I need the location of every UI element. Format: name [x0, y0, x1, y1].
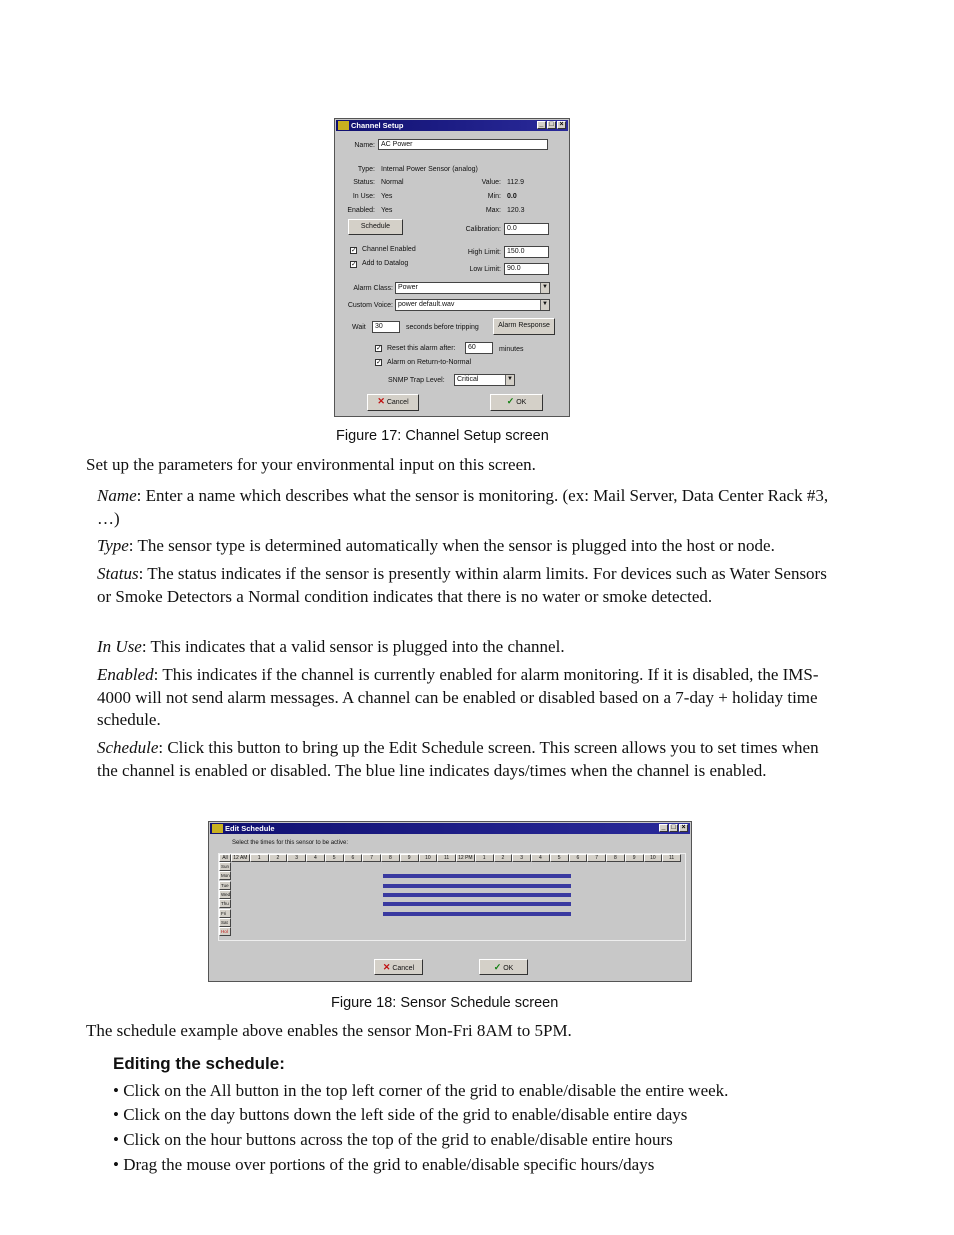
schedule-ok-button[interactable] — [479, 959, 528, 975]
hour-button[interactable]: 4 — [306, 854, 325, 862]
schedule-grid[interactable] — [218, 853, 686, 941]
hour-button[interactable]: 6 — [344, 854, 363, 862]
definition-text: : This indicates that a valid sensor is plugged into the channel. — [141, 637, 565, 656]
editing-heading: Editing the schedule: — [113, 1054, 285, 1073]
hour-button[interactable]: 8 — [381, 854, 400, 862]
reset-alarm-label: Reset this alarm after: — [387, 345, 456, 352]
value-label: Value: — [481, 179, 501, 186]
chevron-down-icon[interactable]: ▼ — [540, 300, 549, 310]
bullet-item: • Click on the day buttons down the left side of the grid to enable/disable entire days — [113, 1105, 688, 1124]
edit-schedule-window — [208, 821, 692, 982]
max-value: 120.3 — [507, 207, 525, 214]
channel-enabled-label: Channel Enabled — [362, 246, 416, 253]
hour-button[interactable]: 10 — [644, 854, 663, 862]
day-button[interactable]: Tue — [219, 881, 231, 890]
bullet-item: • Click on the hour buttons across the top of the grid to enable/disable entire hours — [113, 1130, 673, 1149]
bullet-item: • Drag the mouse over portions of the grid to enable/disable specific hours/days — [113, 1155, 655, 1174]
reset-alarm-checkbox[interactable]: ✓ — [376, 345, 382, 352]
definition-term: Schedule — [97, 738, 159, 757]
custom-voice-select[interactable] — [395, 299, 550, 311]
hour-button[interactable]: 2 — [494, 854, 513, 862]
reset-suffix: minutes — [499, 346, 524, 353]
type-label: Type: — [357, 166, 375, 173]
schedule-line[interactable] — [383, 902, 571, 906]
hour-button[interactable]: 12 PM — [456, 854, 475, 862]
snmp-select[interactable] — [454, 374, 515, 386]
hour-button[interactable]: 7 — [362, 854, 381, 862]
custom-voice-value: power default.wav — [398, 301, 455, 308]
hour-button[interactable]: 4 — [531, 854, 550, 862]
channel-setup-titlebar — [336, 120, 568, 131]
wait-field[interactable]: 30 — [372, 321, 400, 333]
schedule-line[interactable] — [383, 874, 571, 878]
schedule-instruction: Select the times for this sensor to be active: — [232, 840, 349, 846]
cancel-label: Cancel — [392, 965, 415, 972]
in-use-value: Yes — [381, 193, 393, 200]
day-button[interactable]: Sun — [221, 864, 230, 869]
status-label: Status: — [353, 179, 375, 186]
snmp-value: Critical — [457, 376, 479, 383]
bullet-item: • Click on the All button in the top left corner of the grid to enable/disable the entire week. — [113, 1081, 729, 1100]
value-value: 112.9 — [507, 179, 524, 186]
name-label: Name: — [354, 142, 375, 149]
wait-label: Wait — [352, 324, 366, 331]
ok-label: OK — [516, 399, 527, 406]
alarm-class-value: Power — [398, 284, 418, 291]
calibration-label: Calibration: — [465, 226, 501, 233]
hour-button[interactable]: 8 — [606, 854, 625, 862]
hour-button[interactable]: 2 — [269, 854, 288, 862]
definition-text: : This indicates if the channel is currently enabled for alarm monitoring. If it is disabled, the IMS-4000 will not send alarm messages. A channel can be enabled or disabled based on a 7-day + holiday time schedule. — [97, 665, 819, 729]
low-limit-label: Low Limit: — [469, 266, 501, 273]
ok-button[interactable] — [490, 394, 543, 411]
day-button[interactable]: Fri — [219, 909, 231, 918]
alarm-class-label: Alarm Class: — [353, 285, 393, 292]
schedule-line[interactable] — [383, 884, 571, 888]
high-limit-field[interactable]: 150.0 — [504, 246, 549, 258]
max-label: Max: — [485, 207, 501, 214]
definition-text: : The status indicates if the sensor is presently within alarm limits. For devices such as Water Sensors or Smoke Detectors a Normal condition indicates that there is no water or smoke detected. — [97, 564, 827, 606]
hour-button[interactable]: 10 — [419, 854, 438, 862]
maximize-icon[interactable]: □ — [547, 121, 556, 129]
definition-text: : The sensor type is determined automatically when the sensor is plugged into the host or node. — [128, 536, 775, 555]
add-to-datalog-label: Add to Datalog — [362, 260, 409, 267]
figure-18-caption: Figure 18: Sensor Schedule screen — [331, 995, 559, 1011]
close-icon[interactable]: × — [557, 121, 566, 129]
definition-term: Enabled — [97, 665, 154, 684]
figure-17-caption: Figure 17: Channel Setup screen — [336, 428, 549, 444]
high-limit-label: High Limit: — [467, 249, 501, 256]
schedule-line[interactable] — [383, 912, 571, 916]
cancel-icon: ✕ — [382, 962, 391, 972]
min-value: 0.0 — [507, 193, 517, 200]
hour-button[interactable]: 11 — [662, 854, 681, 862]
day-button[interactable]: Wed — [221, 891, 231, 897]
alarm-return-label: Alarm on Return-to-Normal — [387, 359, 472, 366]
definition-name — [97, 485, 837, 530]
definition-type — [97, 535, 857, 558]
hour-button[interactable]: 5 — [550, 854, 569, 862]
cancel-icon: ✕ — [377, 396, 385, 406]
day-button[interactable]: Thu — [219, 899, 231, 908]
wait-suffix: seconds before tripping — [406, 324, 479, 331]
day-button[interactable]: Sat — [219, 918, 231, 927]
add-to-datalog-checkbox[interactable]: ✓ — [351, 261, 357, 268]
day-button[interactable]: Mon — [221, 873, 230, 879]
definition-term: Status — [97, 564, 139, 583]
schedule-line[interactable] — [383, 893, 571, 897]
channel-setup-window — [334, 118, 570, 417]
ok-label: OK — [503, 965, 514, 972]
alarm-response-button[interactable]: Alarm Response — [493, 318, 555, 335]
status-value: Normal — [381, 179, 404, 186]
enabled-value: Yes — [381, 207, 393, 214]
hour-button[interactable]: 5 — [325, 854, 344, 862]
check-icon: ✓ — [506, 396, 515, 406]
definition-term: Name — [97, 486, 137, 505]
check-icon: ✓ — [493, 962, 502, 972]
hour-button[interactable]: 6 — [569, 854, 588, 862]
chevron-down-icon[interactable]: ▼ — [540, 283, 549, 293]
maximize-icon[interactable]: □ — [669, 824, 678, 832]
schedule-cancel-button[interactable] — [374, 959, 423, 975]
snmp-label: SNMP Trap Level: — [388, 377, 445, 384]
app-icon — [212, 824, 223, 833]
hour-button[interactable]: 11 — [437, 854, 456, 862]
min-label: Min: — [487, 193, 501, 200]
schedule-button[interactable]: Schedule — [348, 219, 403, 235]
all-button[interactable]: All — [219, 854, 231, 862]
close-icon[interactable]: × — [679, 824, 688, 832]
minimize-icon[interactable]: _ — [537, 121, 546, 129]
calibration-field[interactable]: 0.0 — [504, 223, 549, 235]
schedule-note: The schedule example above enables the sensor Mon-Fri 8AM to 5PM. — [86, 1021, 572, 1040]
alarm-return-checkbox[interactable]: ✓ — [376, 359, 382, 366]
hour-button[interactable]: 7 — [587, 854, 606, 862]
reset-minutes-field[interactable]: 60 — [465, 342, 493, 354]
hour-button[interactable]: 12 AM — [231, 854, 250, 862]
definition-enabled — [97, 664, 839, 732]
definition-term: In Use — [97, 637, 142, 656]
hour-button[interactable]: 9 — [400, 854, 419, 862]
definition-text: : Click this button to bring up the Edit Schedule screen. This screen allows you to set times when the channel is enabled or disabled. The blue line indicates days/times when the channel is enabled. — [97, 738, 819, 780]
custom-voice-label: Custom Voice: — [347, 302, 393, 309]
edit-schedule-title: Edit Schedule — [225, 824, 275, 833]
channel-setup-title: Channel Setup — [351, 121, 404, 130]
hour-button[interactable]: 1 — [475, 854, 494, 862]
name-field[interactable]: AC Power — [378, 139, 548, 150]
minimize-icon[interactable]: _ — [659, 824, 668, 832]
definition-text: : Enter a name which describes what the sensor is monitoring. (ex: Mail Server, Data Center Rack #3, …) — [97, 486, 829, 528]
in-use-label: In Use: — [352, 193, 375, 200]
cancel-label: Cancel — [386, 399, 409, 406]
hour-button[interactable]: 3 — [512, 854, 531, 862]
hour-button[interactable]: 3 — [287, 854, 306, 862]
definition-in-use — [97, 636, 837, 659]
type-value: Internal Power Sensor (analog) — [381, 166, 478, 173]
cancel-button[interactable] — [367, 394, 419, 411]
definition-status — [97, 563, 832, 608]
day-button[interactable]: Hol — [219, 927, 231, 936]
alarm-class-select[interactable] — [395, 282, 550, 294]
definition-term: Type — [97, 536, 129, 555]
channel-enabled-checkbox[interactable]: ✓ — [351, 247, 357, 254]
definition-schedule — [97, 737, 822, 782]
intro-paragraph: Set up the parameters for your environmental input on this screen. — [86, 455, 536, 474]
low-limit-field[interactable]: 90.0 — [504, 263, 549, 275]
hour-button[interactable]: 1 — [250, 854, 269, 862]
chevron-down-icon[interactable]: ▼ — [505, 375, 514, 385]
enabled-label: Enabled: — [347, 207, 375, 214]
app-icon — [338, 121, 349, 130]
hour-button[interactable]: 9 — [625, 854, 644, 862]
edit-schedule-titlebar — [210, 823, 690, 834]
